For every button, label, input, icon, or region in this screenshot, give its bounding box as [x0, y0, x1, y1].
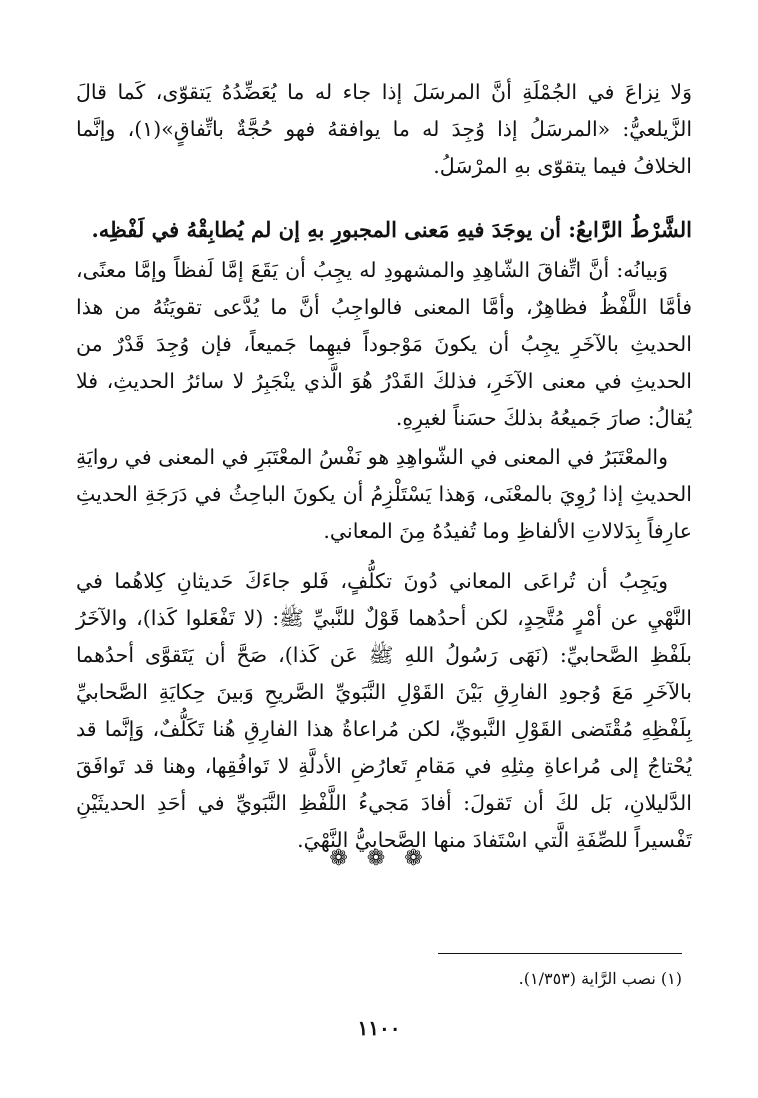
paragraph-explanation: وَبيانُه: أنَّ اتِّفاقَ الشّاهِدِ والمشهودِ له يجِبُ أن يَقَعَ إمَّا لَفظاً وإمَّا معنًى، فأمَّا اللَّفْظُ فظاهِرٌ، وأمَّا المعنى فالواجِبُ أنَّ ما يُدَّعى تقويَتُهُ من هذا الحديثِ بالآخَرِ يجِبُ أن يكونَ مَوْجوداً فيهِما جَميعاً، فإن وُجِدَ قَدْرٌ من الحديثِ في معنى الآخَرِ، فذلكَ القَدْرُ هُوَ الَّذي ينْجَبِرُ لا سائرُ الحديثِ، فلا يُقالُ: صارَ جَميعُهُ بذلكَ حسَناً لغيرِهِ.	[76, 258, 692, 430]
paragraph-mursal-strengthening: وَلا نِزاعَ في الجُمْلَةِ أنَّ المرسَلَ إذا جاء له ما يُعَضِّدُهُ يَتقوّى، كَما قالَ الزَّيلعيُّ: «المرسَلُ إذا وُجِدَ له ما يوافقهُ فهو حُجَّةٌ باتِّفاقٍ»(١)، وإنَّما الخلافُ فيما يتقوّى بهِ المرْسَلُ.	[76, 80, 693, 178]
ornament-separator: ❁ ❁ ❁	[329, 846, 429, 871]
section-heading-fourth-condition: الشَّرْطُ الرَّابعُ: أن يوجَدَ فيهِ مَعنى المجبورِ بهِ إن لم يُطابِقْهُ في لَفْظِه.	[91, 217, 692, 242]
paragraph-meanings-without-affectation: ويَجِبُ أن تُراعَى المعاني دُونَ تكلُّفٍ، فَلو جاءَكَ حَديثانِ كِلاهُما في النَّهْيِ عن أمْرٍ مُتَّحِدٍ، لكن أحدُهما قَوْلٌ للنَّبيِّ ﷺ: (لا تَفْعَلوا كَذا)، والآخَرُ بلَفْظِ الصَّحابيِّ: (نَهَى رَسُولُ اللهِ ﷺ عَن كَذا)، صَحَّ أن يَتَقوَّى أحدُهما بالآخَرِ مَعَ وُجودِ الفارِقِ بَيْنَ القَوْلِ النَّبَويِّ الصَّريحِ وَبينَ حِكايَةِ الصَّحابيِّ بِلَفْظِهِ مُقْتَضى القَوْلِ النَّبويِّ، لكن مُراعاةُ هذا الفارِقِ هُنا تَكَلُّفٌ، وَإنَّما قد يُحْتاجُ إلى مُراعاةِ مِثلِهِ في مَقامِ تَعارُضِ الأدلَّةِ لا تَوافُقِها، وهنا قد تَوافَقَ الدَّليلانِ، بَل لكَ أن تَقولَ: أفادَ مَجيءُ اللَّفْظِ النَّبَويِّ في أحَدِ الحديثَيْنِ تَفْسيراً للصِّفَةِ الَّتي اسْتَفادَ منها الصَّحابيُّ النَّهْيَ.	[76, 569, 692, 852]
footnote-divider	[438, 953, 682, 954]
paragraph-meaning-in-witnesses: والمعْتَبَرُ في المعنى في الشّواهِدِ هو نَفْسُ المعْتَبَرِ في المعنى في روايَةِ الحديثِ إذا رُوِيَ بالمعْنَى، وَهذا يَسْتَلْزِمُ أن يكونَ الباحِثُ في دَرَجَةِ الحديثِ عارِفاً بِدَلالاتِ الألفاظِ وما تُفيدُهُ مِنَ المعاني.	[76, 445, 692, 543]
footnote: (١) نصب الرَّاية (١/٣٥٣).	[518, 969, 682, 988]
page-number: ١١٠٠	[357, 1016, 401, 1040]
